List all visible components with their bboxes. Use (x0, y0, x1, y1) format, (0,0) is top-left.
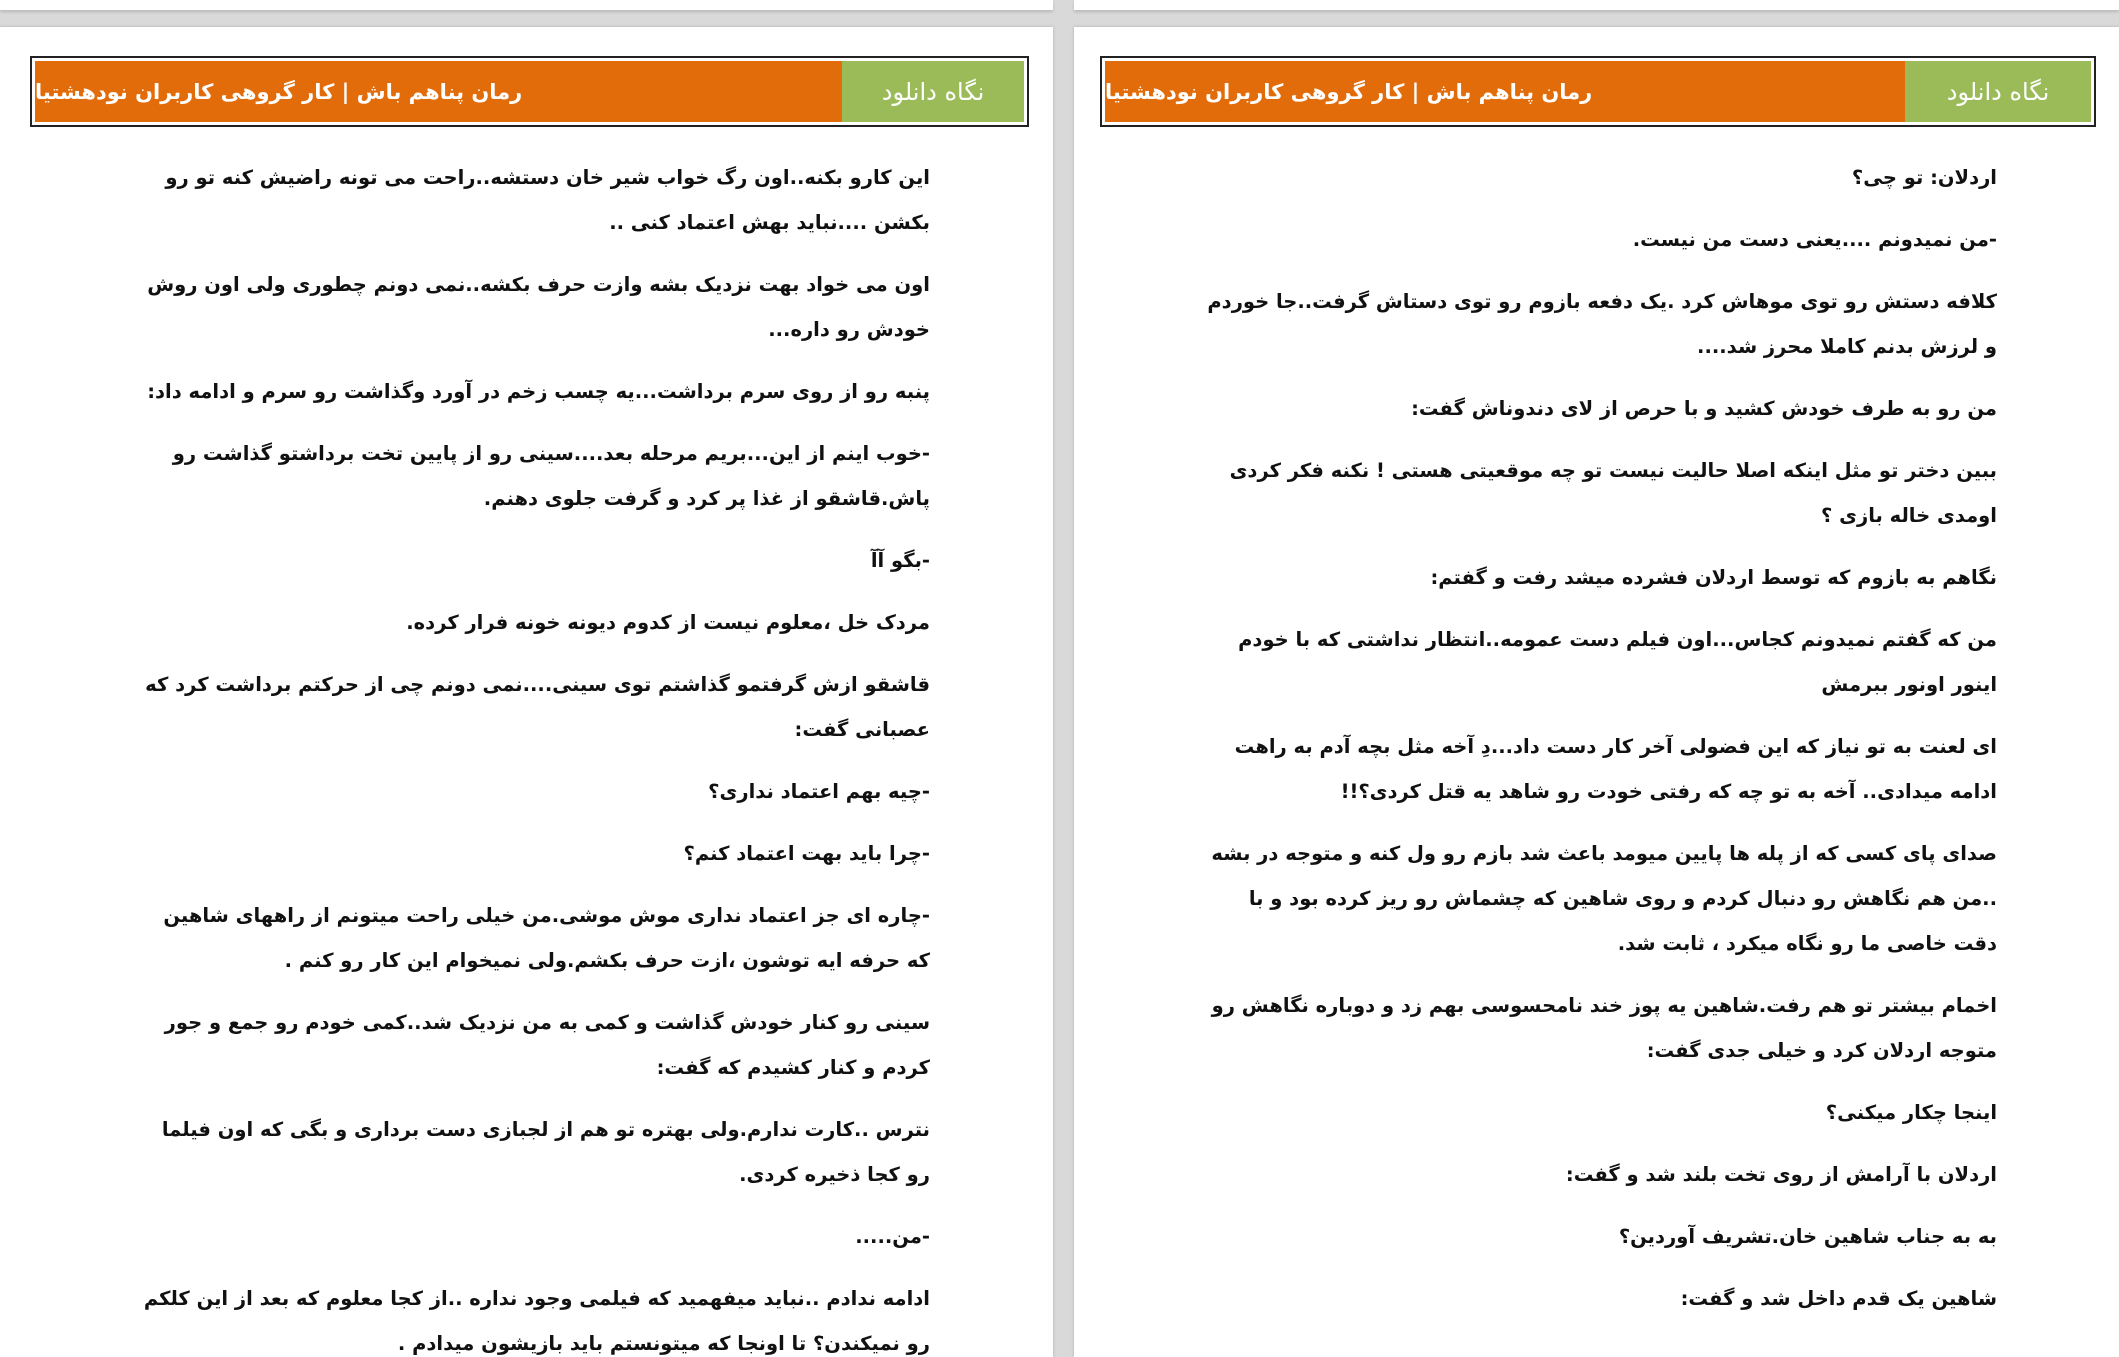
paragraph: صدای پای کسی که از پله ها پایین میومد باعث شد بازم رو ول کنه و متوجه در بشه ..من هم نگاهش رو دنبال کردم و روی شاهین که چشماش رو ریز کرده بود و با دقت خاصی ما رو نگاه میکرد ، ثابت شد. (1211, 842, 1997, 955)
document-page-left (0, 27, 1053, 1357)
paragraph: -من نمیدونم ....یعنی دست من نیست. (1632, 228, 1997, 251)
paragraph: -چرا باید بهت اعتماد کنم؟ (683, 842, 930, 865)
previous-page-edge-left (0, 0, 1053, 10)
paragraph: مردک خل ،معلوم نیست از کدوم دیونه خونه فرار کرده. (406, 611, 930, 634)
paragraph: -چیه بهم اعتماد نداری؟ (708, 780, 930, 803)
page-body (135, 155, 930, 1357)
paragraph: -چاره ای جز اعتماد نداری موش موشی.من خیلی راحت میتونم از راههای شاهین که حرفه ایه توشون ،ازت حرف بکشم.ولی نمیخوام این کار رو کنم . (163, 904, 930, 972)
paragraph: من رو به طرف خودش کشید و با حرص از لای دندوناش گفت: (1411, 397, 1997, 420)
paragraph: پنبه رو از روی سرم برداشت...یه چسب زخم در آورد وگذاشت رو سرم و ادامه داد: (147, 380, 930, 403)
paragraph: نگاهم به بازوم که توسط اردلان فشرده میشد رفت و گفتم: (1430, 566, 1997, 589)
download-label[interactable]: نگاه دانلود (842, 61, 1024, 122)
paragraph: شاهین یک قدم داخل شد و گفت: (1680, 1287, 1997, 1310)
paragraph: -خوب اینم از این...بریم مرحله بعد....سینی رو از پایین تخت برداشتو گذاشت رو پاش.قاشقو از غذا پر کرد و گرفت جلوی دهنم. (172, 442, 930, 510)
paragraph: ای لعنت به تو نیاز که این فضولی آخر کار دست داد...دِ آخه مثل بچه آدم به راهت ادامه میدادی.. آخه به تو چه که رفتی خودت رو شاهد یه قتل کردی؟!! (1234, 735, 1997, 803)
page-header (1100, 56, 2096, 127)
paragraph: اون می خواد بهت نزدیک بشه وازت حرف بکشه..نمی دونم چطوری ولی اون روش خودش رو داره... (147, 273, 930, 341)
paragraph: نترس ..کارت ندارم.ولی بهتره تو هم از لجبازی دست برداری و بگی که اون فیلما رو کجا ذخیره کردی. (161, 1118, 930, 1186)
paragraph: سینی رو کنار خودش گذاشت و کمی به من نزدیک شد..کمی خودم رو جمع و جور کردم و کنار کشیدم که گفت: (164, 1011, 930, 1079)
paragraph: اینجا چکار میکنی؟ (1825, 1101, 1997, 1124)
header-title: رمان پناهم باش | کار گروهی کاربران نودهشتیا (1105, 61, 1905, 122)
paragraph: -من..... (855, 1225, 930, 1248)
paragraph: اخمام بیشتر تو هم رفت.شاهین یه پوز خند نامحسوسی بهم زد و دوباره نگاهش رو متوجه اردلان کرد و خیلی جدی گفت: (1211, 994, 1997, 1062)
download-label[interactable]: نگاه دانلود (1905, 61, 2091, 122)
document-page-right (1074, 27, 2119, 1357)
header-title: رمان پناهم باش | کار گروهی کاربران نودهشتیا (35, 61, 842, 122)
paragraph: کلافه دستش رو توی موهاش کرد .یک دفعه بازوم رو توی دستاش گرفت..جا خوردم و لرزش بدنم کاملا محرز شد.... (1207, 290, 1997, 358)
paragraph: ببین دختر تو مثل اینکه اصلا حالیت نیست تو چه موقعیتی هستی ! نکنه فکر کردی اومدی خاله بازی ؟ (1229, 459, 1997, 527)
paragraph: اردلان با آرامش از روی تخت بلند شد و گفت: (1565, 1163, 1997, 1186)
paragraph: به به جناب شاهین خان.تشریف آوردین؟ (1618, 1225, 1997, 1248)
paragraph: -بگو آآ (870, 549, 930, 572)
paragraph: قاشقو ازش گرفتمو گذاشتم توی سینی....نمی دونم چی از حرکتم برداشت کرد که عصبانی گفت: (145, 673, 930, 741)
paragraph: اردلان: تو چی؟ (1851, 166, 1997, 189)
paragraph: ادامه ندادم ..نباید میفهمید که فیلمی وجود نداره ..از کجا معلوم که بعد از این کلکم رو نمیکندن؟ تا اونجا که میتونستم باید بازیشون میدادم . (143, 1287, 930, 1355)
paragraph: من که گفتم نمیدونم کجاس...اون فیلم دست عمومه..انتظار نداشتی که با خودم اینور اونور ببرمش (1238, 628, 1997, 696)
page-header (30, 56, 1029, 127)
paragraph: این کارو بکنه..اون رگ خواب شیر خان دستشه..راحت می تونه راضیش کنه تو رو بکشن ....نباید بهش اعتماد کنی .. (165, 166, 930, 234)
page-body (1204, 155, 1997, 1338)
previous-page-edge-right (1074, 0, 2119, 10)
